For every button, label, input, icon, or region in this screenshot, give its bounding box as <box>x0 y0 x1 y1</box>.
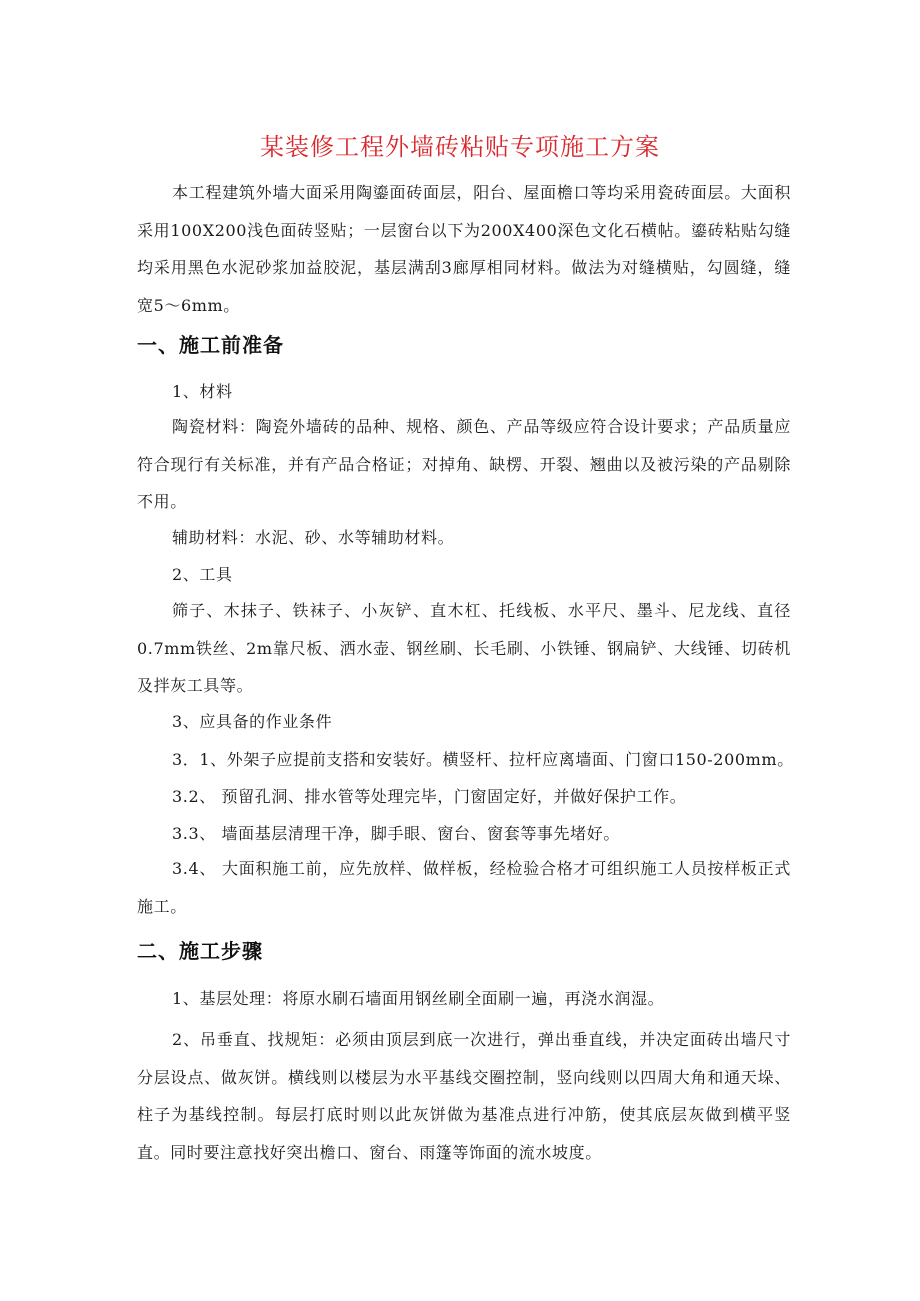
subheading-materials: 1、材料 <box>172 382 233 401</box>
subheading-work-conditions: 3、应具备的作业条件 <box>172 712 333 731</box>
tools-paragraph: 筛子、木抹子、铁袜子、小灰铲、直木杠、托线板、水平尺、墨斗、尼龙线、直径0.7mm铁丝、2m靠尺板、洒水壶、钢丝刷、长毛刷、小铁锤、钢扁铲、大线锤、切砖机及拌灰工具等。 <box>137 601 791 695</box>
auxiliary-materials-paragraph: 辅助材料：水泥、砂、水等辅助材料。 <box>172 528 455 547</box>
step-2-plumb-alignment: 2、吊垂直、找规矩：必须由顶层到底一次进行，弹出垂直线，并决定面砖出墙尺寸分层设点、做灰饼。横线则以楼层为水平基线交圈控制，竖向线则以四周大角和通天垛、柱子为基线控制。每层打底时则以此灰饼做为基准点进行冲筋，使其底层灰做到横平竖直。同时要注意找好突出檐口、窗台、雨篷等饰面的流水坡度。 <box>137 1030 791 1162</box>
condition-3-4: 3.4、 大面积施工前，应先放样、做样板，经检验合格才可组织施工人员按样板正式施工。 <box>137 859 791 916</box>
condition-3-1: 3．1、外架子应提前支搭和安装好。横竖杆、拉杆应离墙面、门窗口150-200mm。 <box>172 750 794 769</box>
subheading-tools: 2、工具 <box>172 565 233 584</box>
intro-paragraph: 本工程建筑外墙大面采用陶鎏面砖面层，阳台、屋面檐口等均采用瓷砖面层。大面积采用100X200浅色面砖竖贴；一层窗台以下为200X400深色文化石横帖。鎏砖粘贴勾缝均采用黑色水泥砂浆加益胶泥，基层满刮3廊厚相同材料。做法为对缝横贴，勾圆缝，缝宽5～6mm。 <box>137 183 791 315</box>
section-heading-preparation: 一、施工前准备 <box>137 333 284 357</box>
section-heading-steps: 二、施工步骤 <box>137 939 263 963</box>
condition-3-3: 3.3、 墙面基层清理干净，脚手眼、窗台、窗套等事先堵好。 <box>172 824 620 843</box>
ceramic-materials-paragraph: 陶瓷材料：陶瓷外墙砖的品种、规格、颜色、产品等级应符合设计要求；产品质量应符合现行有关标准，并有产品合格证；对掉角、缺楞、开裂、翘曲以及被污染的产品剔除不用。 <box>137 417 791 511</box>
document-title: 某装修工程外墙砖粘贴专项施工方案 <box>260 133 660 161</box>
step-1-base-treatment: 1、基层处理：将原水刷石墙面用钢丝刷全面刷一遍，再浇水润湿。 <box>172 989 665 1008</box>
condition-3-2: 3.2、 预留孔洞、排水管等处理完毕，门窗固定好，并做好保护工作。 <box>172 787 687 806</box>
